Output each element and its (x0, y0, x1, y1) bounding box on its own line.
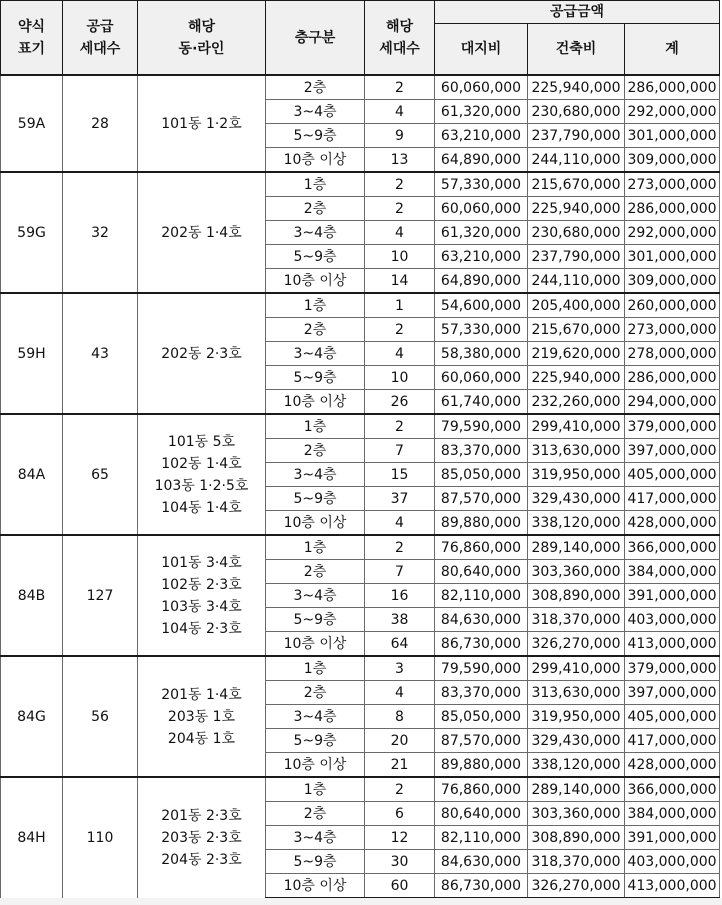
building-cost-cell: 303,360,000 (528, 560, 625, 584)
units-cell: 13 (365, 148, 435, 173)
units-cell: 2 (365, 535, 435, 560)
header-supply-units-line-2: 세대수 (79, 40, 121, 57)
dong-line-cell (138, 535, 266, 656)
units-cell: 4 (365, 342, 435, 366)
building-cost-cell: 237,790,000 (528, 124, 625, 148)
land-cost-cell: 85,050,000 (435, 463, 528, 487)
land-cost-cell: 57,330,000 (435, 318, 528, 342)
floor-cell: 3~4층 (266, 342, 365, 366)
type-cell: 84G (1, 656, 63, 777)
land-cost-cell: 61,320,000 (435, 221, 528, 245)
units-cell: 64 (365, 632, 435, 657)
dong-line-entry: 201동 2·3호 (161, 807, 242, 824)
floor-cell: 2층 (266, 197, 365, 221)
units-cell: 4 (365, 681, 435, 705)
land-cost-cell: 61,740,000 (435, 390, 528, 415)
total-cost-cell: 273,000,000 (625, 318, 720, 342)
land-cost-cell: 63,210,000 (435, 124, 528, 148)
total-cost-cell: 391,000,000 (625, 584, 720, 608)
floor-cell: 1층 (266, 414, 365, 439)
units-cell: 37 (365, 487, 435, 511)
total-cost-cell: 413,000,000 (625, 632, 720, 657)
floor-cell: 5~9층 (266, 608, 365, 632)
floor-cell: 5~9층 (266, 850, 365, 874)
floor-cell: 1층 (266, 777, 365, 802)
dong-line-cell (138, 172, 266, 293)
header-floor: 층구분 (266, 1, 365, 76)
type-cell: 59H (1, 293, 63, 414)
units-cell: 2 (365, 777, 435, 802)
building-cost-cell: 299,410,000 (528, 414, 625, 439)
total-cost-cell: 278,000,000 (625, 342, 720, 366)
building-cost-cell: 338,120,000 (528, 511, 625, 536)
dong-line-entry: 103동 1·2·5호 (154, 477, 249, 494)
land-cost-cell: 54,600,000 (435, 293, 528, 318)
table-row (1, 172, 720, 197)
dong-line-entry: 104동 1·4호 (161, 499, 242, 516)
units-cell: 10 (365, 245, 435, 269)
land-cost-cell: 87,570,000 (435, 487, 528, 511)
total-cost-cell: 309,000,000 (625, 269, 720, 294)
total-cost-cell: 391,000,000 (625, 826, 720, 850)
units-cell: 14 (365, 269, 435, 294)
units-cell: 8 (365, 705, 435, 729)
building-cost-cell: 329,430,000 (528, 729, 625, 753)
type-cell: 84H (1, 777, 63, 898)
table-row (1, 656, 720, 681)
building-cost-cell: 230,680,000 (528, 221, 625, 245)
floor-cell: 10층 이상 (266, 148, 365, 173)
floor-cell: 2층 (266, 560, 365, 584)
land-cost-cell: 80,640,000 (435, 802, 528, 826)
floor-cell: 1층 (266, 172, 365, 197)
type-cell: 59A (1, 75, 63, 172)
dong-line-entry: 102동 2·3호 (161, 576, 242, 593)
total-cost-cell: 413,000,000 (625, 874, 720, 899)
floor-cell: 5~9층 (266, 245, 365, 269)
total-cost-cell: 405,000,000 (625, 463, 720, 487)
building-cost-cell: 225,940,000 (528, 75, 625, 100)
type-cell: 84B (1, 535, 63, 656)
total-cost-cell: 366,000,000 (625, 535, 720, 560)
units-cell: 10 (365, 366, 435, 390)
table-row (1, 777, 720, 802)
land-cost-cell: 60,060,000 (435, 366, 528, 390)
building-cost-cell: 232,260,000 (528, 390, 625, 415)
building-cost-cell: 225,940,000 (528, 197, 625, 221)
building-cost-cell: 303,360,000 (528, 802, 625, 826)
building-cost-cell: 319,950,000 (528, 463, 625, 487)
total-cost-cell: 379,000,000 (625, 656, 720, 681)
units-cell: 4 (365, 100, 435, 124)
supply-units-cell: 65 (63, 414, 138, 535)
header-units-line-1: 해당 (385, 18, 414, 35)
header-land: 대지비 (435, 24, 528, 76)
land-cost-cell: 60,060,000 (435, 197, 528, 221)
units-cell: 3 (365, 656, 435, 681)
dong-line-entry: 204동 2·3호 (161, 851, 242, 868)
dong-line-entry: 204동 1호 (167, 730, 236, 747)
header-total: 계 (625, 24, 720, 76)
units-cell: 20 (365, 729, 435, 753)
floor-cell: 10층 이상 (266, 874, 365, 899)
dong-line-entry: 101동 3·4호 (161, 554, 242, 571)
table-body (1, 75, 720, 898)
units-cell: 7 (365, 560, 435, 584)
page-bottom-edge (0, 898, 722, 905)
units-cell: 4 (365, 511, 435, 536)
floor-cell: 10층 이상 (266, 269, 365, 294)
supply-units-cell: 56 (63, 656, 138, 777)
total-cost-cell: 384,000,000 (625, 560, 720, 584)
dong-line-entry: 102동 1·4호 (161, 455, 242, 472)
dong-line-cell (138, 414, 266, 535)
floor-cell: 2층 (266, 75, 365, 100)
land-cost-cell: 63,210,000 (435, 245, 528, 269)
floor-cell: 10층 이상 (266, 511, 365, 536)
land-cost-cell: 84,630,000 (435, 850, 528, 874)
dong-line-cell (138, 656, 266, 777)
land-cost-cell: 79,590,000 (435, 414, 528, 439)
floor-cell: 3~4층 (266, 100, 365, 124)
land-cost-cell: 64,890,000 (435, 148, 528, 173)
units-cell: 2 (365, 172, 435, 197)
land-cost-cell: 61,320,000 (435, 100, 528, 124)
header-units-line-2: 세대수 (379, 40, 420, 57)
dong-line-entry: 103동 3·4호 (161, 598, 242, 615)
units-cell: 38 (365, 608, 435, 632)
total-cost-cell: 403,000,000 (625, 850, 720, 874)
dong-line-cell (138, 777, 266, 898)
supply-units-cell: 32 (63, 172, 138, 293)
land-cost-cell: 80,640,000 (435, 560, 528, 584)
header-dong-line (138, 1, 266, 76)
header-type-line-2: 표기 (17, 40, 46, 57)
units-cell: 6 (365, 802, 435, 826)
land-cost-cell: 87,570,000 (435, 729, 528, 753)
units-cell: 1 (365, 293, 435, 318)
building-cost-cell: 313,630,000 (528, 439, 625, 463)
land-cost-cell: 89,880,000 (435, 511, 528, 536)
units-cell: 2 (365, 318, 435, 342)
total-cost-cell: 260,000,000 (625, 293, 720, 318)
table-row (1, 535, 720, 560)
total-cost-cell: 417,000,000 (625, 487, 720, 511)
total-cost-cell: 286,000,000 (625, 197, 720, 221)
land-cost-cell: 89,880,000 (435, 753, 528, 778)
building-cost-cell: 329,430,000 (528, 487, 625, 511)
total-cost-cell: 286,000,000 (625, 366, 720, 390)
total-cost-cell: 397,000,000 (625, 439, 720, 463)
land-cost-cell: 57,330,000 (435, 172, 528, 197)
header-row-1 (1, 1, 720, 24)
building-cost-cell: 338,120,000 (528, 753, 625, 778)
total-cost-cell: 405,000,000 (625, 705, 720, 729)
units-cell: 4 (365, 221, 435, 245)
building-cost-cell: 244,110,000 (528, 148, 625, 173)
building-cost-cell: 319,950,000 (528, 705, 625, 729)
units-cell: 26 (365, 390, 435, 415)
dong-line-entry: 201동 1·4호 (161, 686, 242, 703)
building-cost-cell: 289,140,000 (528, 777, 625, 802)
floor-cell: 3~4층 (266, 463, 365, 487)
land-cost-cell: 58,380,000 (435, 342, 528, 366)
table-row (1, 414, 720, 439)
total-cost-cell: 292,000,000 (625, 221, 720, 245)
floor-cell: 10층 이상 (266, 390, 365, 415)
floor-cell: 3~4층 (266, 705, 365, 729)
building-cost-cell: 244,110,000 (528, 269, 625, 294)
building-cost-cell: 289,140,000 (528, 535, 625, 560)
supply-units-cell: 127 (63, 535, 138, 656)
floor-cell: 3~4층 (266, 221, 365, 245)
floor-cell: 2층 (266, 802, 365, 826)
floor-cell: 1층 (266, 656, 365, 681)
header-supply-units (63, 1, 138, 76)
units-cell: 9 (365, 124, 435, 148)
land-cost-cell: 85,050,000 (435, 705, 528, 729)
land-cost-cell: 82,110,000 (435, 826, 528, 850)
dong-line-entry: 202동 1·4호 (161, 224, 242, 241)
units-cell: 2 (365, 75, 435, 100)
total-cost-cell: 292,000,000 (625, 100, 720, 124)
floor-cell: 2층 (266, 439, 365, 463)
total-cost-cell: 384,000,000 (625, 802, 720, 826)
floor-cell: 5~9층 (266, 366, 365, 390)
land-cost-cell: 79,590,000 (435, 656, 528, 681)
table-row (1, 75, 720, 100)
building-cost-cell: 219,620,000 (528, 342, 625, 366)
floor-cell: 2층 (266, 681, 365, 705)
header-building: 건축비 (528, 24, 625, 76)
building-cost-cell: 299,410,000 (528, 656, 625, 681)
floor-cell: 5~9층 (266, 124, 365, 148)
land-cost-cell: 84,630,000 (435, 608, 528, 632)
land-cost-cell: 76,860,000 (435, 535, 528, 560)
dong-line-cell (138, 293, 266, 414)
floor-cell: 1층 (266, 535, 365, 560)
land-cost-cell: 83,370,000 (435, 439, 528, 463)
units-cell: 16 (365, 584, 435, 608)
supply-units-cell: 28 (63, 75, 138, 172)
floor-cell: 10층 이상 (266, 753, 365, 778)
building-cost-cell: 215,670,000 (528, 172, 625, 197)
building-cost-cell: 326,270,000 (528, 632, 625, 657)
units-cell: 2 (365, 414, 435, 439)
total-cost-cell: 366,000,000 (625, 777, 720, 802)
floor-cell: 2층 (266, 318, 365, 342)
supply-units-cell: 110 (63, 777, 138, 898)
table-header (1, 1, 720, 76)
building-cost-cell: 313,630,000 (528, 681, 625, 705)
header-type (1, 1, 63, 76)
dong-line-entry: 203동 1호 (167, 708, 236, 725)
type-cell: 59G (1, 172, 63, 293)
building-cost-cell: 318,370,000 (528, 608, 625, 632)
building-cost-cell: 237,790,000 (528, 245, 625, 269)
building-cost-cell: 308,890,000 (528, 584, 625, 608)
land-cost-cell: 64,890,000 (435, 269, 528, 294)
land-cost-cell: 86,730,000 (435, 874, 528, 899)
units-cell: 2 (365, 197, 435, 221)
building-cost-cell: 205,400,000 (528, 293, 625, 318)
units-cell: 30 (365, 850, 435, 874)
dong-line-cell (138, 75, 266, 172)
building-cost-cell: 225,940,000 (528, 366, 625, 390)
header-dong-line-line-2: 동·라인 (178, 40, 225, 57)
units-cell: 15 (365, 463, 435, 487)
total-cost-cell: 428,000,000 (625, 753, 720, 778)
land-cost-cell: 86,730,000 (435, 632, 528, 657)
floor-cell: 3~4층 (266, 826, 365, 850)
building-cost-cell: 230,680,000 (528, 100, 625, 124)
header-supply-units-line-1: 공급 (86, 18, 114, 35)
land-cost-cell: 76,860,000 (435, 777, 528, 802)
floor-cell: 3~4층 (266, 584, 365, 608)
building-cost-cell: 326,270,000 (528, 874, 625, 899)
units-cell: 7 (365, 439, 435, 463)
total-cost-cell: 273,000,000 (625, 172, 720, 197)
header-type-line-1: 약식 (17, 18, 46, 35)
land-cost-cell: 83,370,000 (435, 681, 528, 705)
floor-cell: 10층 이상 (266, 632, 365, 657)
building-cost-cell: 318,370,000 (528, 850, 625, 874)
total-cost-cell: 301,000,000 (625, 124, 720, 148)
total-cost-cell: 294,000,000 (625, 390, 720, 415)
total-cost-cell: 428,000,000 (625, 511, 720, 536)
header-units (365, 1, 435, 76)
floor-cell: 5~9층 (266, 487, 365, 511)
type-cell: 84A (1, 414, 63, 535)
total-cost-cell: 379,000,000 (625, 414, 720, 439)
table-row (1, 293, 720, 318)
total-cost-cell: 286,000,000 (625, 75, 720, 100)
header-supply-amount: 공급금액 (435, 1, 720, 24)
dong-line-entry: 104동 2·3호 (161, 620, 242, 637)
units-cell: 60 (365, 874, 435, 899)
land-cost-cell: 82,110,000 (435, 584, 528, 608)
total-cost-cell: 417,000,000 (625, 729, 720, 753)
building-cost-cell: 308,890,000 (528, 826, 625, 850)
total-cost-cell: 301,000,000 (625, 245, 720, 269)
total-cost-cell: 397,000,000 (625, 681, 720, 705)
floor-cell: 5~9층 (266, 729, 365, 753)
dong-line-entry: 203동 2·3호 (161, 829, 242, 846)
building-cost-cell: 215,670,000 (528, 318, 625, 342)
dong-line-entry: 101동 1·2호 (161, 115, 242, 132)
header-dong-line-line-1: 해당 (187, 18, 216, 35)
units-cell: 21 (365, 753, 435, 778)
dong-line-entry: 101동 5호 (167, 433, 236, 450)
units-cell: 12 (365, 826, 435, 850)
total-cost-cell: 309,000,000 (625, 148, 720, 173)
total-cost-cell: 403,000,000 (625, 608, 720, 632)
land-cost-cell: 60,060,000 (435, 75, 528, 100)
dong-line-entry: 202동 2·3호 (161, 345, 242, 362)
supply-units-cell: 43 (63, 293, 138, 414)
floor-cell: 1층 (266, 293, 365, 318)
